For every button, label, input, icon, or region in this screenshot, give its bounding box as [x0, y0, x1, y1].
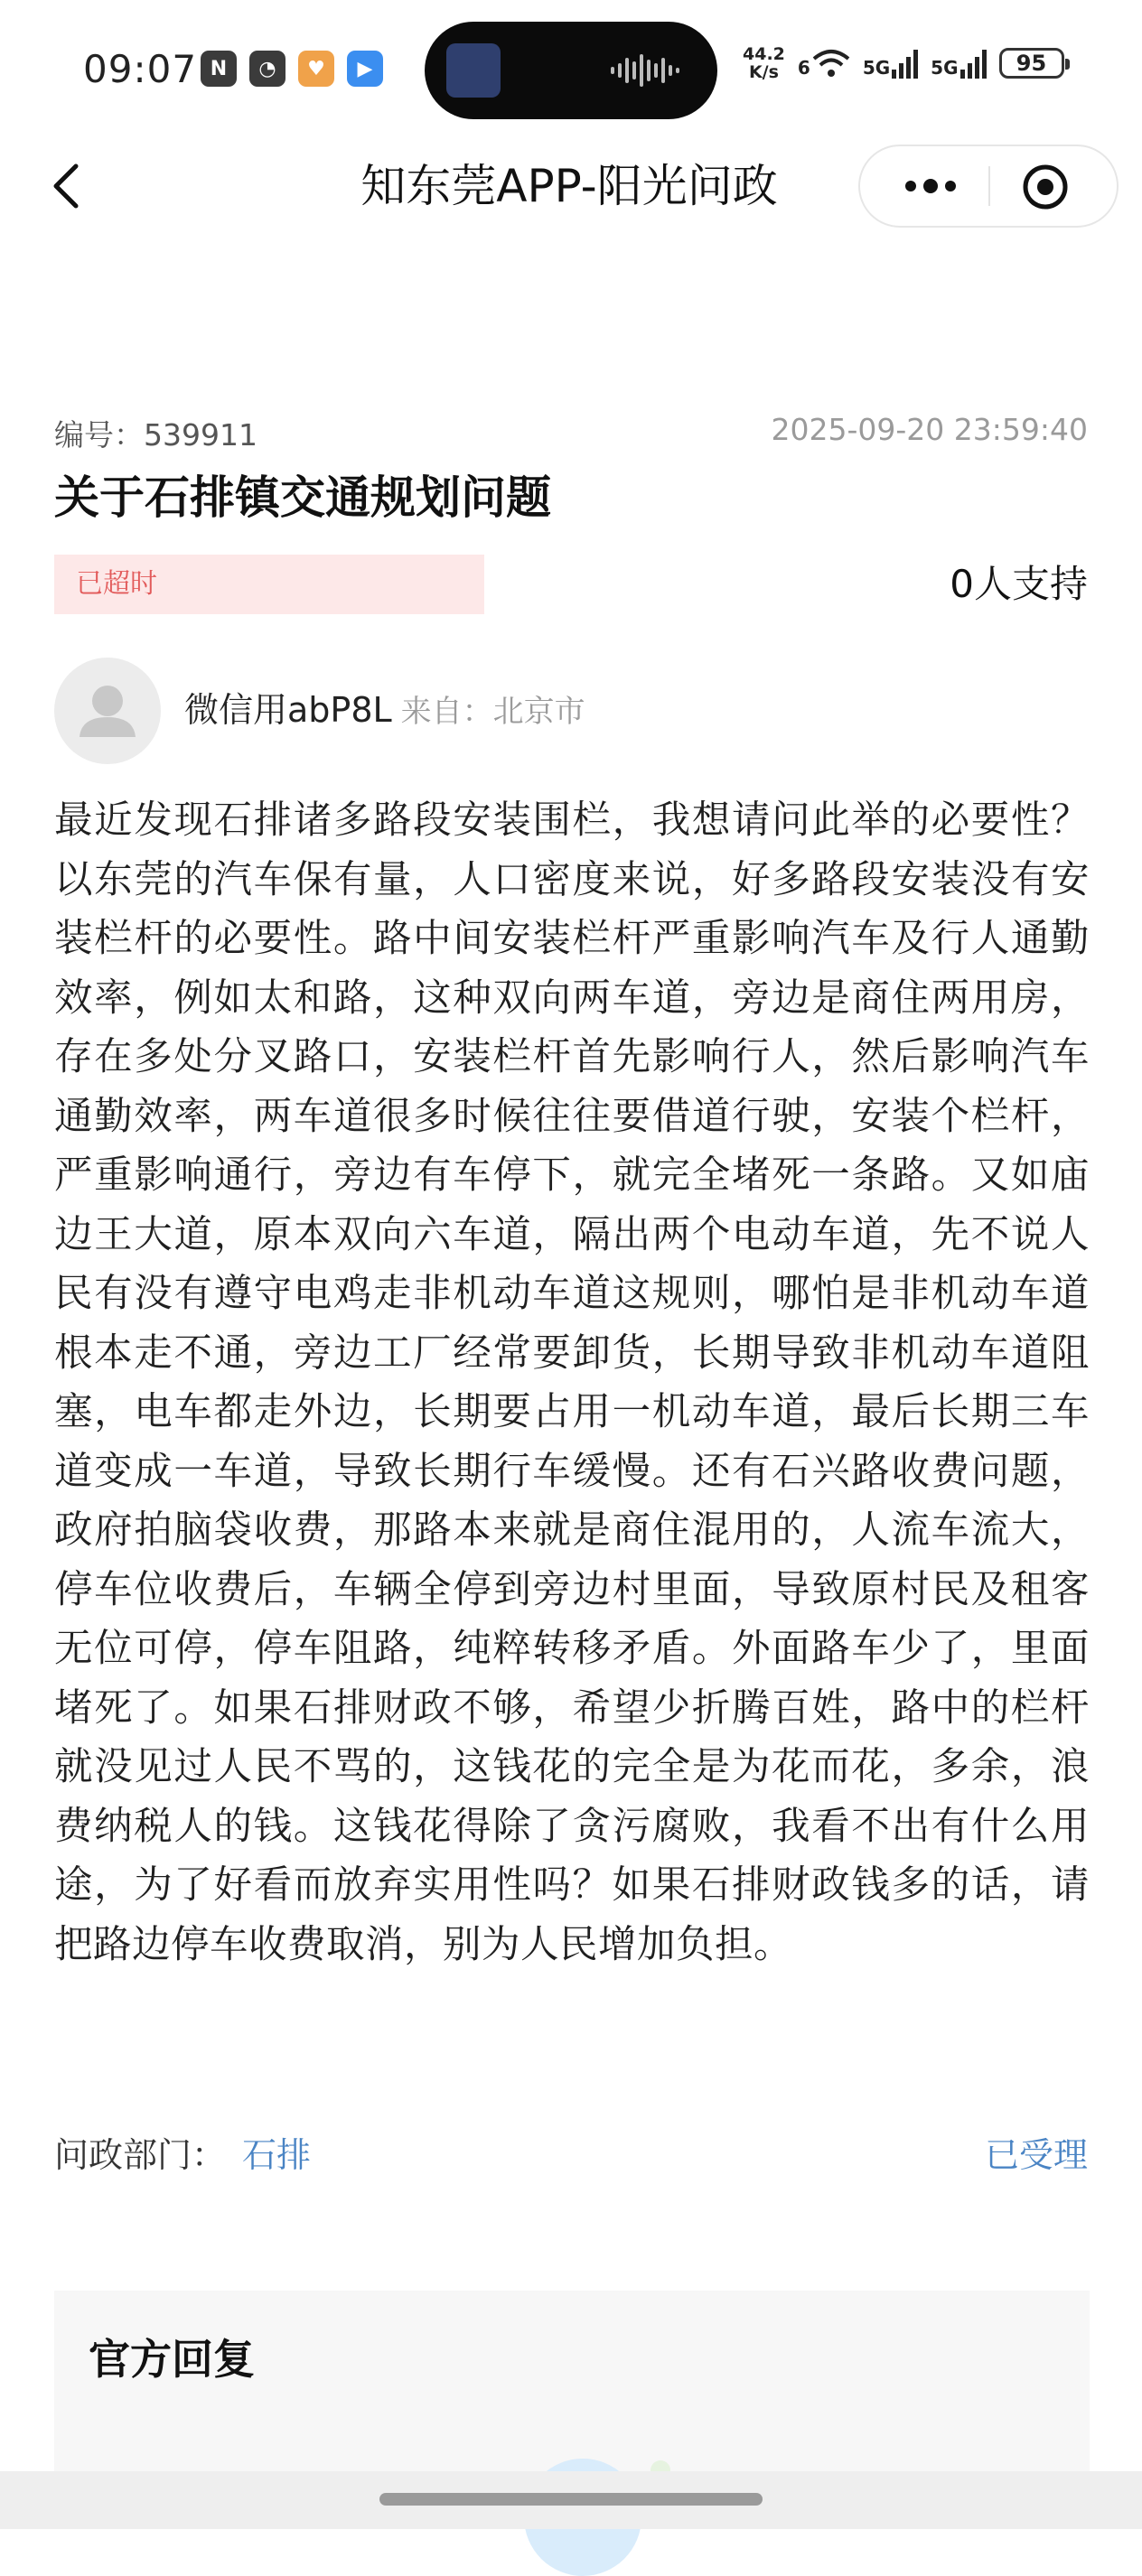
department-row: [54, 2128, 311, 2182]
user-info: [184, 683, 585, 739]
signal-icon-sim1: [863, 48, 918, 79]
audio-wave-icon: [611, 54, 683, 87]
status-right-icons: [743, 45, 1064, 81]
home-indicator[interactable]: [379, 2493, 763, 2506]
net-speed: [743, 45, 785, 81]
post-datetime: 2025-09-20 23:59:40: [771, 412, 1088, 447]
nav-bar: [0, 135, 1142, 237]
department-link[interactable]: 石排: [242, 2135, 312, 2175]
status-time: 09:07: [83, 47, 198, 91]
post-body: 最近发现石排诸多路段安装围栏，我想请问此举的必要性？以东莞的汽车保有量，人口密度来说，好多路段安装没有安装栏杆的必要性。路中间安装栏杆严重影响汽车及行人通勤效率，例如太和路，这种双向两车道，旁边是商住两用房，存在多处分叉路口，安装栏杆首先影响行人，然后影响汽车通勤效率，两车道很多时候往往要借道行驶，安装个栏杆，严重影响通行，旁边有车停下，就完全堵死一条路。又如庙边王大道，原本双向六车道，隔出两个电动车道，先不说人民有没有遵守电鸡走非机动车道这规则，哪怕是非机动车道根本走不通，旁边工厂经常要卸货，长期导致非机动车道阻塞，电车都走外边，长期要占用一机动车道，最后长期三车道变成一车道，导致长期行车缓慢。还有石兴路收费问题，政府拍脑袋收费，那路本来就是商住混用的，人流车流大，停车位收费后，车辆全停到旁边村里面，导致原村民及租客无位可停，停车阻路，纯粹转移矛盾。外面路车少了，里面堵死了。如果石排财政不够，希望少折腾百姓，路中的栏杆就没见过人民不骂的，这钱花的完全是为花而花，多余，浪费纳税人的钱。这钱花得除了贪污腐败，我看不出有什么用途，为了好看而放弃实用性吗？如果石排财政钱多的话，请把路边停车收费取消，别为人民增加负担。: [54, 798, 1090, 1967]
miniprogram-capsule: [858, 145, 1119, 228]
sim2-label: 5G: [931, 57, 959, 79]
timeout-badge: 已超时: [54, 555, 484, 614]
app-icon-blue: ▶: [347, 51, 383, 87]
close-miniprogram-icon[interactable]: [1021, 163, 1070, 211]
from-city: 北京市: [492, 694, 585, 730]
from-label: 来自：: [400, 694, 493, 730]
more-icon[interactable]: [876, 146, 985, 226]
status-label: 已受理: [984, 2135, 1088, 2175]
net-speed-value: 44.2: [743, 44, 785, 64]
support-count[interactable]: 0人支持: [950, 562, 1088, 606]
official-reply-title: 官方回复: [89, 2335, 255, 2384]
back-arrow-icon[interactable]: [40, 157, 98, 215]
wifi-label: 6: [797, 57, 810, 79]
battery-level: 95: [1016, 51, 1047, 76]
status-left-icons: [201, 51, 383, 87]
battery-icon: [999, 48, 1064, 79]
now-playing-thumbnail: [446, 43, 501, 98]
post-number-label: 编号：: [54, 417, 144, 453]
nav-title: 知东莞APP-阳光问政: [360, 160, 778, 212]
post-meta: [54, 412, 1088, 457]
user-from: [401, 694, 585, 730]
nfc-icon: N: [201, 51, 237, 87]
post-number-value: 539911: [144, 417, 257, 453]
user-avatar-icon: [54, 658, 161, 764]
user-name: 微信用abP8L: [184, 690, 392, 730]
signal-icon-sim2: [931, 48, 986, 79]
app-icon-orange: ♥: [298, 51, 334, 87]
avatar: [54, 658, 161, 764]
post-number: [54, 412, 257, 454]
alarm-icon: ◔: [249, 51, 286, 87]
capsule-divider: [988, 166, 990, 206]
wifi-icon: [798, 48, 850, 79]
department-label: 问政部门：: [54, 2135, 227, 2175]
status-bar: [0, 0, 1142, 145]
post-title: 关于石排镇交通规划问题: [54, 471, 551, 524]
dynamic-island[interactable]: [425, 22, 717, 119]
sim1-label: 5G: [862, 57, 891, 79]
net-speed-unit: K/s: [748, 62, 779, 82]
